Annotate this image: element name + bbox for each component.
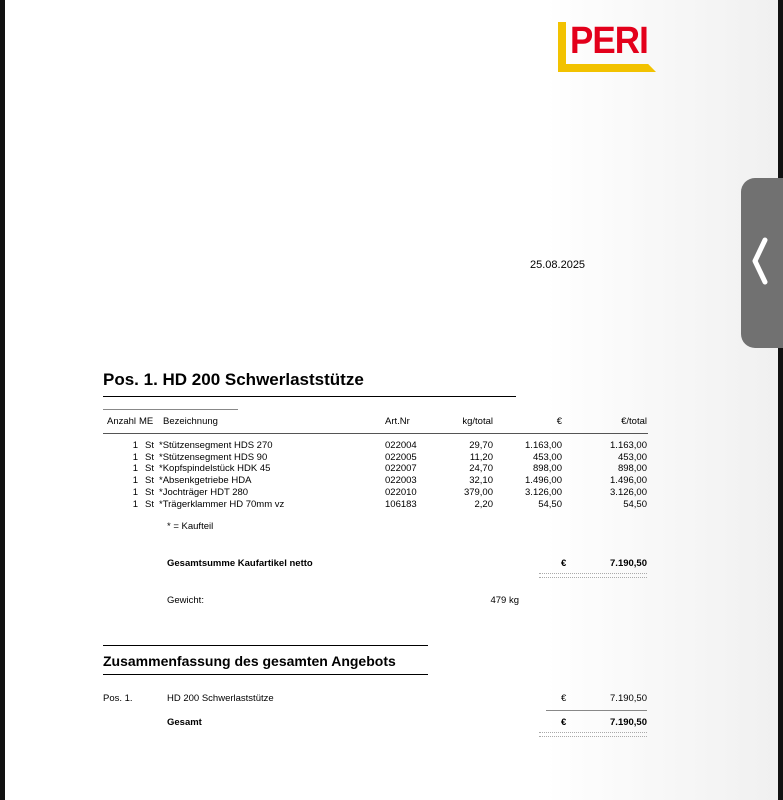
- viewer-border: [778, 0, 783, 800]
- col-header-desc: Bezeichnung: [163, 416, 218, 427]
- cell-total: 1.496,00: [610, 475, 647, 487]
- cell-total: 453,00: [617, 451, 647, 463]
- cell-art: 022007: [385, 463, 417, 475]
- header-rule-short: [103, 409, 238, 410]
- document-page: [5, 0, 778, 800]
- subtotal-double-underline: [539, 573, 647, 578]
- total-currency: €: [561, 717, 567, 728]
- summary-line-value: 7.190,50: [610, 693, 647, 704]
- summary-rule-bottom: [103, 674, 428, 675]
- cell-unit: St: [145, 498, 154, 510]
- subtotal-value: 7.190,50: [610, 558, 647, 569]
- summary-line-currency: €: [561, 693, 567, 704]
- cell-desc: *Jochträger HDT 280: [159, 486, 249, 498]
- summary-line-rule: [546, 710, 647, 711]
- cell-desc: *Stützensegment HDS 90: [159, 451, 268, 463]
- cell-kg: 24,70: [469, 463, 493, 475]
- summary-desc: HD 200 Schwerlaststütze: [167, 693, 274, 704]
- subtotal-currency: €: [561, 558, 567, 569]
- cell-kg: 379,00: [463, 486, 493, 498]
- cell-desc: *Stützensegment HDS 270: [159, 440, 273, 451]
- cell-unit: St: [145, 440, 154, 451]
- cell-art: 022005: [385, 451, 417, 463]
- weight-value: 479 kg: [490, 595, 519, 606]
- col-header-price: €: [556, 416, 562, 427]
- cell-price: 453,00: [532, 451, 562, 463]
- col-header-art: Art.Nr: [385, 416, 410, 427]
- cell-price: 3.126,00: [525, 486, 562, 498]
- cell-desc: *Trägerklammer HD 70mm vz: [159, 498, 285, 510]
- cell-kg: 32,10: [469, 475, 493, 487]
- cell-kg: 11,20: [469, 451, 493, 463]
- col-header-kg: kg/total: [462, 416, 493, 427]
- cell-price: 898,00: [532, 463, 562, 475]
- cell-desc: *Kopfspindelstück HDK 45: [159, 463, 271, 475]
- weight-label: Gewicht:: [167, 595, 204, 606]
- cell-art: 106183: [385, 498, 417, 510]
- cell-qty: 1: [132, 451, 138, 463]
- cell-price: 54,50: [538, 498, 562, 510]
- total-label: Gesamt: [167, 717, 202, 728]
- cell-art: 022003: [385, 475, 417, 487]
- header-rule: [103, 433, 648, 434]
- cell-qty: 1: [132, 475, 138, 487]
- summary-pos: Pos. 1.: [103, 693, 133, 704]
- cell-art: 022010: [385, 486, 417, 498]
- logo-text: PERI: [570, 20, 648, 62]
- total-value: 7.190,50: [610, 717, 647, 728]
- cell-total: 3.126,00: [610, 486, 647, 498]
- peri-logo: [558, 22, 656, 72]
- footnote: * = Kaufteil: [167, 521, 214, 532]
- subtotal-label: Gesamtsumme Kaufartikel netto: [167, 558, 313, 569]
- sidebar-toggle-button[interactable]: [741, 178, 783, 348]
- col-header-total: €/total: [621, 416, 647, 427]
- cell-qty: 1: [132, 498, 138, 510]
- cell-kg: 29,70: [469, 440, 493, 451]
- cell-unit: St: [145, 486, 154, 498]
- summary-title: Zusammenfassung des gesamten Angebots: [103, 653, 396, 669]
- cell-total: 54,50: [623, 498, 647, 510]
- col-header-qty: Anzahl: [107, 416, 137, 427]
- cell-unit: St: [145, 451, 154, 463]
- col-header-unit: ME: [139, 416, 154, 427]
- cell-qty: 1: [132, 440, 138, 451]
- document-date: 25.08.2025: [530, 259, 586, 271]
- chevron-left-icon: [751, 236, 769, 286]
- total-double-underline: [539, 732, 647, 737]
- cell-unit: St: [145, 463, 154, 475]
- cell-art: 022004: [385, 440, 417, 451]
- summary-rule-top: [103, 645, 428, 646]
- cell-price: 1.163,00: [525, 440, 562, 451]
- cell-qty: 1: [132, 463, 138, 475]
- cell-desc: *Absenkgetriebe HDA: [159, 475, 252, 487]
- cell-price: 1.496,00: [525, 475, 562, 487]
- position-title: Pos. 1. HD 200 Schwerlaststütze: [103, 370, 364, 389]
- cell-unit: St: [145, 475, 154, 487]
- cell-total: 1.163,00: [610, 440, 647, 451]
- cell-qty: 1: [132, 486, 138, 498]
- title-underline: [103, 396, 516, 397]
- cell-total: 898,00: [617, 463, 647, 475]
- cell-kg: 2,20: [474, 498, 493, 510]
